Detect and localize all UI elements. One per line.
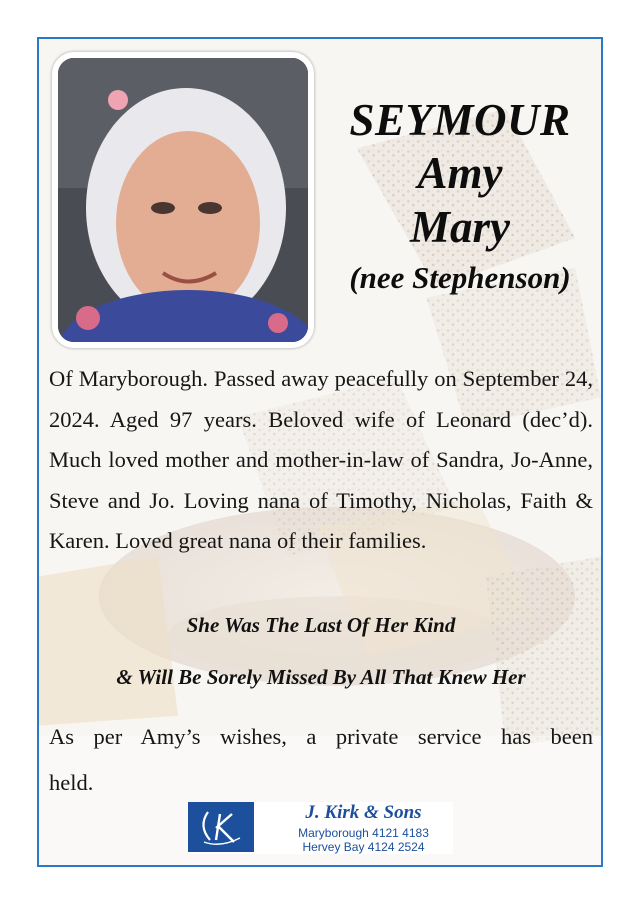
notice-body: Of Maryborough. Passed away peacefully on September 24, 2024. Aged 97 years. Beloved wife of Leonard (dec’d). Much loved mother and mother-in-law of Sandra, Jo-Anne, Steve and Jo. Loving nana of Timothy, Nicholas, Faith & Karen. Loved great nana of their families. — [49, 366, 593, 553]
name-block — [317, 94, 603, 298]
first-name: Amy — [417, 148, 503, 198]
portrait-photo — [52, 52, 314, 348]
closing-text — [49, 714, 593, 806]
director-name: J. Kirk & Sons — [305, 802, 422, 823]
verse-line-1: She Was The Last Of Her Kind — [186, 613, 456, 637]
verse-line-2: & Will Be Sorely Missed By All That Knew Her — [116, 665, 526, 689]
director-phone-hervey-bay: Hervey Bay 4124 2524 — [302, 840, 425, 854]
closing-line-1: As per Amy’s wishes, a private service has been — [49, 724, 593, 749]
closing-line-2: held. — [49, 770, 94, 795]
funeral-director-logo — [188, 802, 453, 854]
middle-name: Mary — [410, 202, 510, 252]
maiden-name: (nee Stephenson) — [349, 260, 571, 295]
jk-monogram-icon — [188, 802, 254, 852]
notice-frame — [37, 37, 603, 867]
surname: SEYMOUR — [349, 95, 571, 145]
director-phone-maryborough: Maryborough 4121 4183 — [298, 826, 429, 840]
